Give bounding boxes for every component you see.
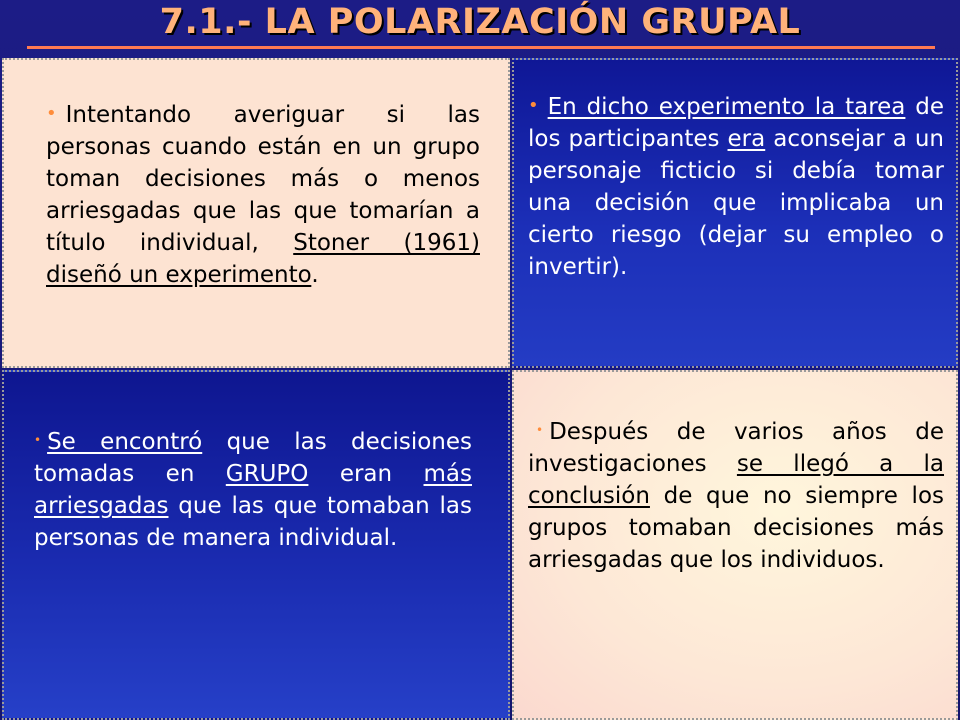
text-grupo: GRUPO [225, 461, 309, 487]
text-individual: que las que tomaban las personas de manera individual. [34, 493, 472, 551]
panel-bottom-left [2, 370, 510, 720]
text-intro: Intentando averiguar si las personas cuando están en un grupo toman decisiones más o menos arriesgadas que las que tomarían a título individual, [46, 102, 480, 256]
text-mas-arriesgadas: más arriesgadas [34, 461, 472, 519]
bullet-icon: • [34, 433, 42, 447]
bullet-icon: • [528, 95, 539, 116]
text-participants: de los participantes [528, 94, 945, 152]
panel-top-left-text [46, 98, 480, 291]
text-conclusion: se llegó a la conclusión [528, 451, 945, 509]
text-advise: aconsejar a un personaje ficticio si debía tomar una decisión que implicaba un cierto riesgo (dejar su empleo o invertir). [528, 126, 944, 280]
text-eran: eran [308, 461, 424, 487]
text-experiment-task: En dicho experimento la tarea [547, 94, 906, 120]
panel-bottom-right-text [528, 414, 944, 576]
text-after-years: Después de varios años de investigaciones [528, 419, 944, 477]
panel-top-right-text [528, 90, 944, 283]
panel-top-right [512, 58, 958, 368]
text-groups: de que no siempre los grupos tomaban decisiones más arriesgadas que los individuos. [528, 483, 944, 573]
title-underline [27, 46, 935, 49]
slide-title: 7.1.- LA POLARIZACIÓN GRUPAL [159, 2, 801, 42]
bullet-icon: • [536, 423, 544, 437]
text-decisions: que las decisiones tomadas en [34, 429, 472, 487]
panel-bottom-left-text [34, 424, 472, 554]
bullet-icon: • [46, 103, 57, 124]
text-stoner-experiment: Stoner (1961) diseñó un experimento [46, 230, 480, 288]
panel-top-left [2, 58, 510, 368]
text-era: era [727, 126, 766, 152]
text-se-encontro: Se encontró [47, 429, 203, 455]
text-period: . [311, 262, 319, 288]
panel-bottom-right [512, 370, 958, 720]
